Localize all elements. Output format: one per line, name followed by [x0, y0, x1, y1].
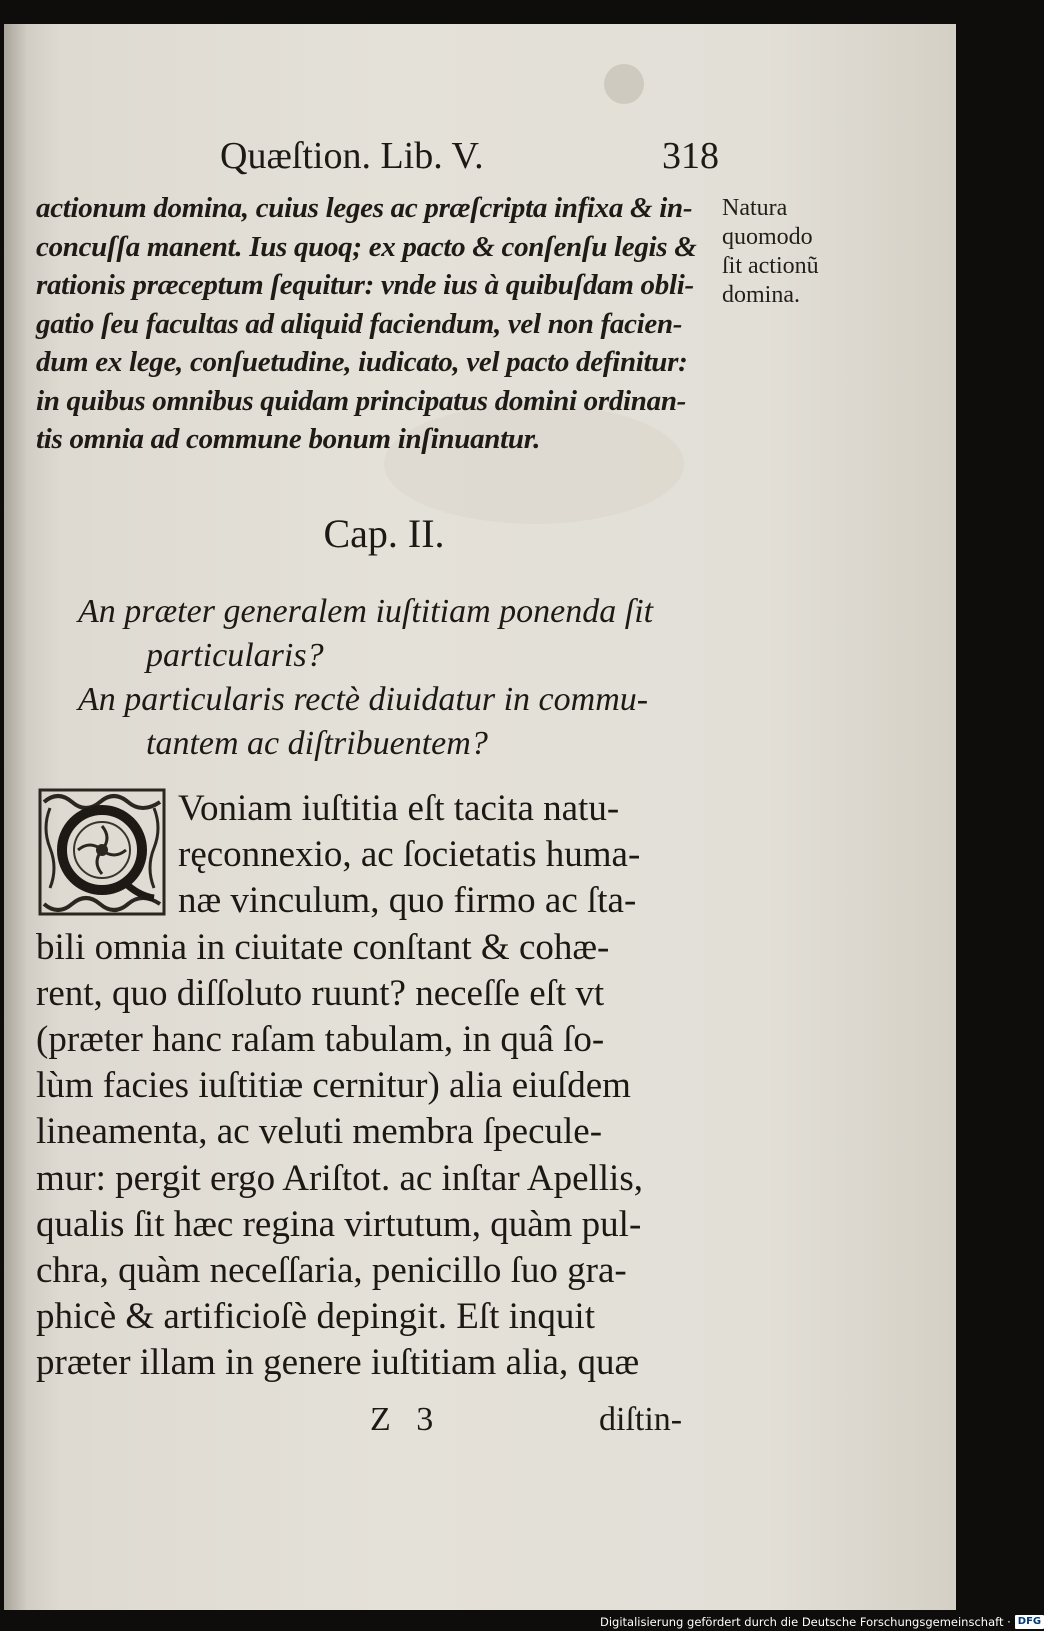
- text-line: lineamenta, ac veluti membra ſpecule-: [36, 1111, 603, 1153]
- question-line: particularis?: [146, 637, 324, 674]
- dfg-logo: DFG: [1015, 1615, 1044, 1629]
- marginal-note: [722, 194, 819, 310]
- running-title: Quæſtion. Lib. V.: [220, 135, 484, 177]
- text-line: actionum domina, cuius leges ac præſcripta infixa & in-: [36, 192, 693, 224]
- digitization-credit: [600, 1614, 1042, 1630]
- text-line: (præter hanc raſam tabulam, in quâ ſo-: [36, 1019, 605, 1061]
- text-line: dum ex lege, conſuetudine, iudicato, vel pacto definitur:: [36, 346, 688, 378]
- body-paragraph: [36, 786, 726, 1387]
- text-line: phicè & artificioſè depingit. Eſt inquit: [36, 1296, 595, 1338]
- page-header: [4, 114, 956, 177]
- text-line: præter illam in genere iuſtitiam alia, quæ: [36, 1342, 640, 1384]
- question-line: tantem ac diſtribuentem?: [146, 725, 488, 762]
- text-line: næ vinculum, quo firmo ac ſta-: [178, 880, 637, 922]
- text-line: in quibus omnibus quidam principatus domini ordinan-: [36, 384, 687, 417]
- marginal-line: quomodo: [722, 224, 813, 250]
- text-line: rationis præceptum ſequitur: vnde ius à quibuſdam obli-: [36, 269, 694, 301]
- text-line: mur: pergit ergo Ariſtot. ac inſtar Apellis,: [36, 1157, 643, 1199]
- signature-mark: Z 3: [370, 1401, 434, 1438]
- marginal-line: Natura: [722, 195, 788, 221]
- text-line: concuſſa manent. Ius quoq; ex pacto & conſenſu legis &: [36, 230, 697, 263]
- chapter-questions: [78, 590, 718, 766]
- text-line: bili omnia in ciuitate conſtant & cohæ-: [36, 926, 610, 968]
- marginal-line: ſit actionũ: [722, 253, 819, 279]
- text-line: Voniam iuſtitia eſt tacita natu-: [178, 788, 620, 829]
- text-line: lùm facies iuſtitiæ cernitur) alia eiuſdem: [36, 1065, 631, 1107]
- chapter-heading: Cap. II.: [323, 511, 445, 556]
- text-line: ręconnexio, ac ſocietatis huma-: [178, 834, 641, 876]
- text-line: rent, quo diſſoluto ruunt? neceſſe eſt vt: [36, 972, 605, 1014]
- text-line: tis omnia ad commune bonum inſinuantur.: [36, 423, 541, 455]
- question-line: An particularis rectè diuidatur in commu-: [78, 681, 649, 718]
- text-line: gatio ſeu facultas ad aliquid faciendum, vel non facien-: [36, 307, 683, 340]
- page-number: 318: [662, 135, 719, 177]
- text-line: qualis ſit hæc regina virtutum, quàm pul-: [36, 1203, 642, 1245]
- italic-paragraph: [36, 189, 716, 459]
- book-page: [4, 24, 956, 1610]
- text-line: chra, quàm neceſſaria, penicillo ſuo gra-: [36, 1250, 627, 1292]
- question-line: An præter generalem iuſtitiam ponenda ſit: [78, 593, 654, 630]
- page-gutter: [4, 24, 26, 1610]
- marginal-line: domina.: [722, 282, 800, 308]
- paper-stain: [604, 64, 644, 104]
- catchword: diſtin-: [599, 1401, 683, 1438]
- credit-text: Digitalisierung gefördert durch die Deutsche Forschungsgemeinschaft ·: [600, 1615, 1011, 1629]
